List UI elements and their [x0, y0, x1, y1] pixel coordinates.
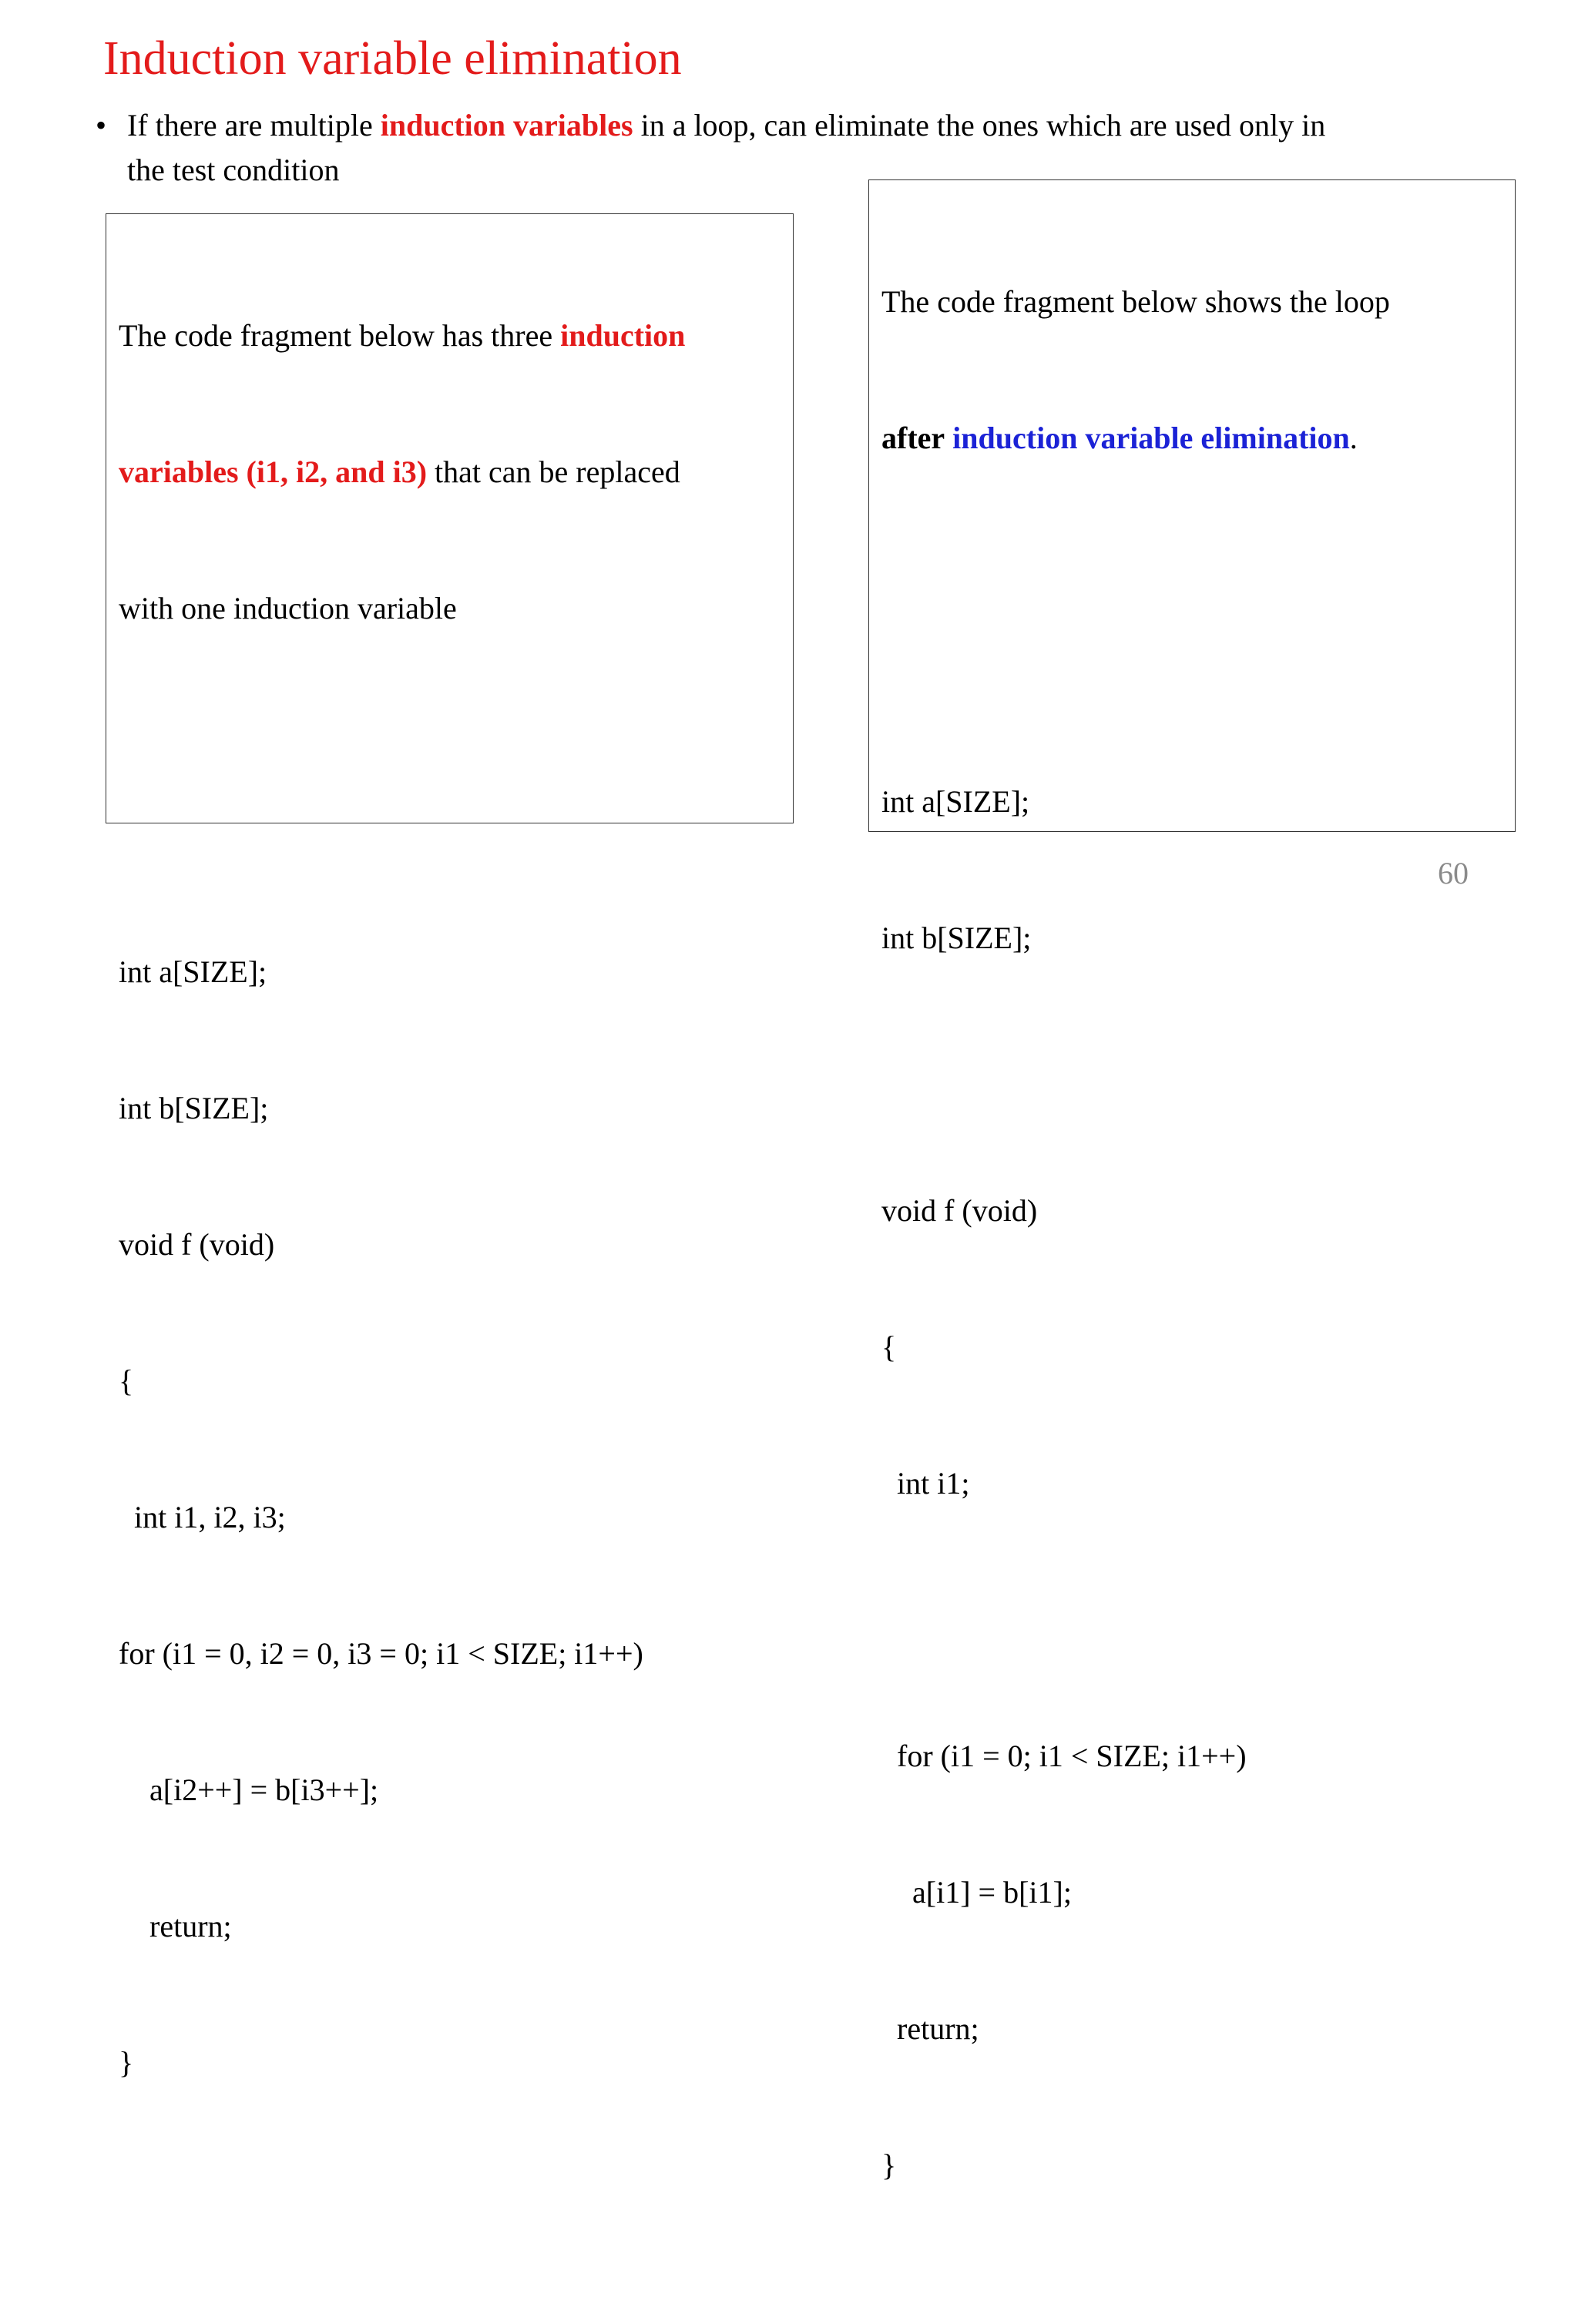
bullet-text-after: in a loop, can eliminate the ones which are used only in: [633, 108, 1326, 143]
right-code-block: [881, 552, 1515, 2279]
left-intro-highlight-2: variables (i1, i2, and i3): [119, 454, 428, 489]
right-code-line: [881, 642, 1515, 688]
left-code-line: void f (void): [119, 1227, 275, 1262]
left-intro-line-2: [119, 449, 793, 495]
right-code-line: int i1;: [881, 1466, 970, 1501]
right-code-line: for (i1 = 0; i1 < SIZE; i1++): [881, 1739, 1247, 1773]
left-code-line: int b[SIZE];: [119, 1091, 269, 1125]
right-code-line: void f (void): [881, 1193, 1038, 1228]
left-code-line: for (i1 = 0, i2 = 0, i3 = 0; i1 < SIZE; i1++): [119, 1636, 643, 1671]
right-code-line: }: [881, 2148, 897, 2182]
right-code-line: [881, 1051, 1515, 1097]
right-intro-highlight: induction variable elimination: [952, 421, 1350, 455]
slide-title: Induction variable elimination: [103, 32, 682, 85]
right-code-line: return;: [881, 2011, 979, 2046]
right-intro-bold: after: [881, 421, 945, 455]
right-code-line: a[i1] = b[i1];: [881, 1875, 1072, 1910]
left-code-block: [119, 722, 793, 2176]
right-intro-period: .: [1349, 421, 1358, 455]
left-code-line: }: [119, 2045, 134, 2080]
left-code-box: [106, 213, 794, 2080]
right-code-line: [881, 1597, 1515, 1642]
left-intro-text-2: that can be replaced: [427, 454, 680, 489]
bullet-highlight: induction variables: [380, 108, 633, 143]
left-intro-line-3: with one induction variable: [119, 591, 457, 625]
left-intro-text: The code fragment below has three: [119, 318, 561, 353]
left-intro-line-1: [119, 313, 793, 358]
right-code-line: int a[SIZE];: [881, 784, 1030, 819]
left-code-line: [119, 813, 793, 858]
right-intro-space: [945, 421, 952, 455]
bullet-line-1: [96, 103, 1482, 148]
left-code-line: return;: [119, 1909, 232, 1943]
left-code-line: {: [119, 1363, 134, 1398]
bullet-text-before: If there are multiple: [127, 108, 381, 143]
left-intro-highlight-1: induction: [560, 318, 686, 353]
right-code-line: int b[SIZE];: [881, 921, 1032, 955]
left-code-line: a[i2++] = b[i3++];: [119, 1772, 379, 1807]
right-intro-line-2: [881, 415, 1515, 461]
bullet-line-2: the test condition: [127, 153, 340, 187]
left-code-line: int a[SIZE];: [119, 954, 267, 989]
left-code-line: int i1, i2, i3;: [119, 1500, 286, 1534]
right-intro-line-1: The code fragment below shows the loop: [881, 284, 1390, 319]
bullet-dot-icon: •: [96, 108, 107, 143]
page-number: 60: [1438, 856, 1469, 890]
right-code-line: {: [881, 1330, 897, 1364]
